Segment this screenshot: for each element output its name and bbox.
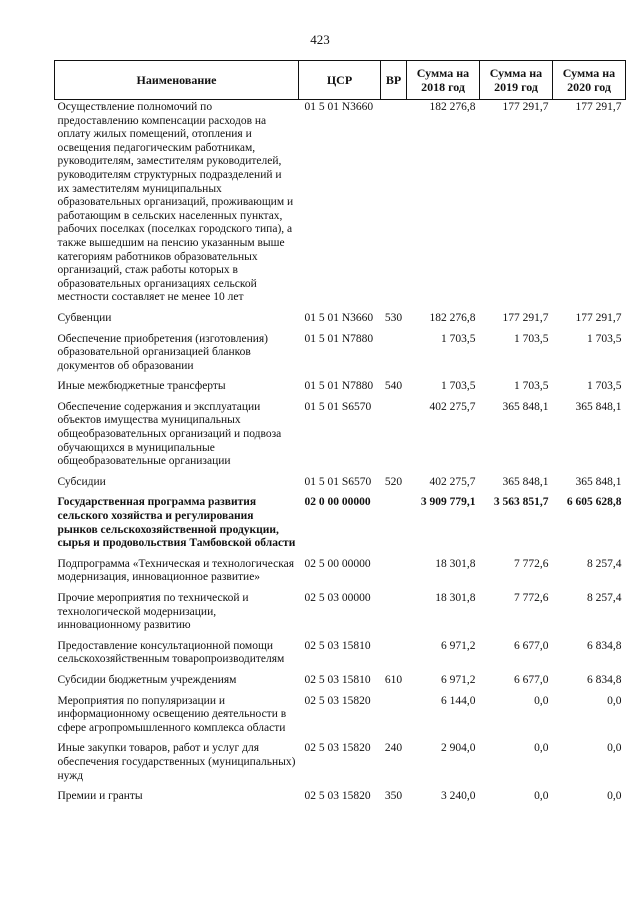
cell-csr: 02 5 00 00000 (304, 557, 371, 570)
table-row (55, 475, 626, 496)
cell-sum-2020: 1 703,5 (587, 332, 622, 345)
header-csr: ЦСР (299, 61, 381, 100)
budget-table (54, 60, 626, 810)
cell-csr: 02 5 03 15820 (304, 790, 371, 803)
cell-sum-2018: 6 144,0 (441, 694, 476, 707)
cell-sum-2019: 6 677,0 (514, 639, 549, 652)
cell-csr: 02 5 03 15820 (304, 742, 371, 755)
cell-vr (381, 694, 407, 742)
cell-vr (381, 100, 407, 311)
cell-vr (381, 400, 407, 475)
cell-sum-2020: 177 291,7 (575, 311, 622, 324)
cell-name: Осуществление полномочий по предоставлению компенсации расходов на оплату жилых помещений, отопления и освещения педагогическим работникам, руководителям, заместителям руководителей, руководителям структурных подразделений и их заместителям муниципальных образовательных организаций, проживающим и работающим в сельских населенных пунктах, рабочих поселках (поселках городского типа), а также вышедшим на пенсию указанным выше категориям работников образовательных организаций, стаж работы которых в образовательных организациях сельской местности составляет не менее 10 лет (57, 101, 294, 304)
cell-sum-2020: 1 703,5 (587, 380, 622, 393)
cell-sum-2019: 365 848,1 (502, 400, 549, 413)
cell-sum-2018: 1 703,5 (441, 380, 476, 393)
cell-sum-2019: 0,0 (534, 694, 549, 707)
cell-sum-2019: 0,0 (534, 742, 549, 755)
cell-sum-2019: 7 772,6 (514, 592, 549, 604)
cell-sum-2019: 7 772,6 (514, 557, 549, 570)
table-row (55, 789, 626, 810)
table-header-row (55, 61, 626, 100)
cell-name: Мероприятия по популяризации и информационному освещению деятельности в сфере агропромышленного комплекса области (57, 694, 287, 734)
cell-sum-2019: 6 677,0 (514, 673, 549, 686)
cell-csr: 01 5 01 S6570 (304, 400, 372, 413)
cell-sum-2020: 6 834,8 (587, 673, 622, 686)
cell-name: Иные межбюджетные трансферты (57, 380, 226, 393)
cell-vr (381, 557, 407, 591)
cell-csr: 02 0 00 00000 (304, 496, 371, 509)
cell-sum-2018: 402 275,7 (429, 475, 476, 488)
cell-csr: 01 5 01 S6570 (304, 475, 372, 488)
cell-sum-2019: 1 703,5 (514, 332, 549, 345)
cell-csr: 02 5 03 00000 (304, 592, 371, 604)
cell-sum-2019: 177 291,7 (502, 311, 549, 324)
cell-vr: 530 (384, 311, 403, 324)
table-row (55, 741, 626, 789)
cell-sum-2018: 18 301,8 (435, 557, 476, 570)
cell-vr: 240 (384, 742, 403, 755)
cell-sum-2020: 177 291,7 (575, 101, 622, 113)
cell-sum-2019: 3 563 851,7 (493, 496, 549, 509)
cell-sum-2019: 1 703,5 (514, 380, 549, 393)
cell-sum-2018: 2 904,0 (441, 742, 476, 755)
cell-vr: 350 (384, 790, 403, 803)
cell-csr: 01 5 01 N7880 (304, 380, 374, 393)
table-row (55, 673, 626, 694)
cell-vr (381, 639, 407, 673)
table-row (55, 591, 626, 639)
header-sum-2019: Сумма на 2019 год (480, 61, 553, 100)
cell-sum-2018: 182 276,8 (429, 311, 476, 324)
cell-vr: 540 (384, 380, 403, 393)
table-row (55, 332, 626, 380)
table-row (55, 639, 626, 673)
cell-name: Обеспечение приобретения (изготовления) образовательной организацией бланков документов об образовании (57, 332, 268, 372)
header-sum-2018: Сумма на 2018 год (407, 61, 480, 100)
cell-csr: 02 5 03 15820 (304, 694, 371, 707)
table-row (55, 100, 626, 311)
page-number: 423 (310, 32, 330, 47)
cell-sum-2020: 6 605 628,8 (566, 496, 622, 509)
table-row (55, 400, 626, 475)
cell-csr: 01 5 01 N3660 (304, 101, 374, 113)
cell-name: Государственная программа развития сельского хозяйства и регулирования рынков сельскохозяйственной продукции, сырья и продовольствия Тамбовской области (57, 496, 296, 550)
cell-csr: 02 5 03 15810 (304, 673, 371, 686)
cell-vr: 520 (384, 475, 403, 488)
cell-sum-2020: 365 848,1 (575, 400, 622, 413)
table-row (55, 557, 626, 591)
cell-name: Премии и гранты (57, 790, 143, 803)
cell-vr (381, 332, 407, 380)
cell-name: Прочие мероприятия по технической и технологической модернизации, инновационному развитию (57, 592, 249, 632)
cell-sum-2018: 3 909 779,1 (420, 496, 476, 509)
cell-sum-2020: 8 257,4 (587, 557, 622, 570)
cell-name: Субсидии (57, 475, 106, 488)
cell-vr (381, 495, 407, 556)
cell-sum-2019: 365 848,1 (502, 475, 549, 488)
header-sum-2020: Сумма на 2020 год (553, 61, 626, 100)
cell-sum-2018: 6 971,2 (441, 673, 476, 686)
table-row (55, 694, 626, 742)
cell-name: Подпрограмма «Техническая и технологическая модернизация, инновационное развитие» (57, 557, 295, 584)
cell-name: Субсидии бюджетным учреждениям (57, 673, 237, 686)
table-row (55, 379, 626, 400)
cell-sum-2020: 0,0 (607, 694, 622, 707)
cell-sum-2020: 6 834,8 (587, 639, 622, 652)
cell-sum-2018: 1 703,5 (441, 332, 476, 345)
cell-sum-2020: 365 848,1 (575, 475, 622, 488)
header-name: Наименование (55, 61, 299, 100)
table-row (55, 311, 626, 332)
cell-name: Иные закупки товаров, работ и услуг для обеспечения государственных (муниципальных) нужд (57, 742, 296, 782)
cell-vr (381, 591, 407, 639)
cell-csr: 02 5 03 15810 (304, 639, 371, 652)
cell-sum-2018: 402 275,7 (429, 400, 476, 413)
cell-sum-2020: 0,0 (607, 790, 622, 803)
cell-sum-2018: 3 240,0 (441, 790, 476, 803)
cell-sum-2018: 182 276,8 (429, 101, 476, 113)
table-row (55, 495, 626, 556)
cell-sum-2019: 177 291,7 (502, 101, 549, 113)
cell-csr: 01 5 01 N7880 (304, 332, 374, 345)
cell-sum-2018: 18 301,8 (435, 592, 476, 604)
cell-vr: 610 (384, 673, 403, 686)
cell-csr: 01 5 01 N3660 (304, 311, 374, 324)
cell-name: Субвенции (57, 311, 112, 324)
cell-name: Предоставление консультационной помощи сельскохозяйственным товаропроизводителям (57, 639, 285, 666)
cell-name: Обеспечение содержания и эксплуатации объектов имущества муниципальных общеобразовательных организаций и подвоза обучающихся в муниципальные общеобразовательные организации (57, 400, 282, 468)
cell-sum-2018: 6 971,2 (441, 639, 476, 652)
cell-sum-2019: 0,0 (534, 790, 549, 803)
cell-sum-2020: 0,0 (607, 742, 622, 755)
header-vr: ВР (381, 61, 407, 100)
cell-sum-2020: 8 257,4 (587, 592, 622, 604)
